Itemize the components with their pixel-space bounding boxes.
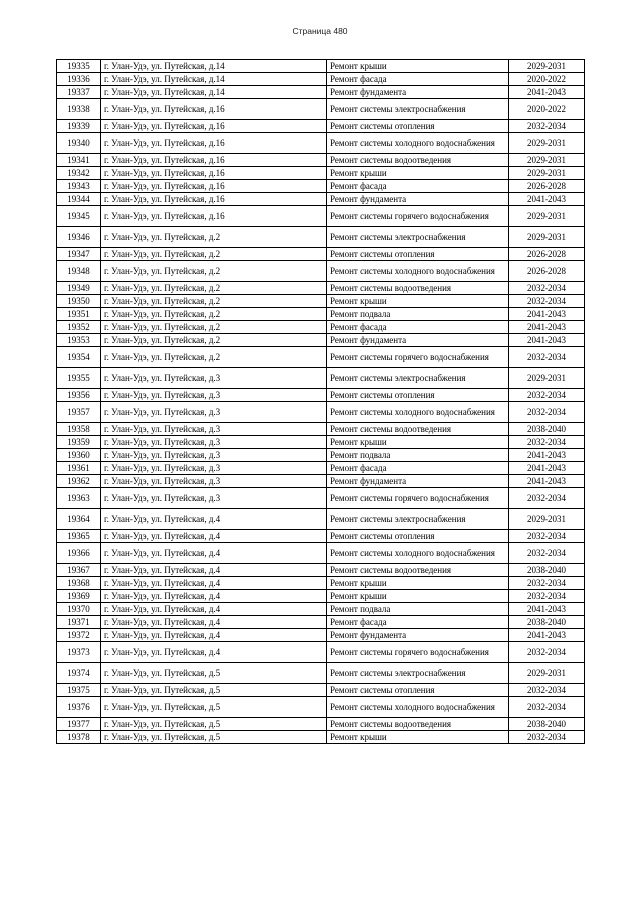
period-cell: 2038-2040 xyxy=(509,564,585,577)
address-cell: г. Улан-Удэ, ул. Путейская, д.5 xyxy=(101,697,327,718)
table-row xyxy=(57,180,585,193)
work-type-cell: Ремонт подвала xyxy=(327,308,509,321)
table-row xyxy=(57,248,585,261)
row-number-cell: 19377 xyxy=(57,718,101,731)
row-number-cell: 19340 xyxy=(57,133,101,154)
row-number-cell: 19372 xyxy=(57,629,101,642)
row-number-cell: 19354 xyxy=(57,347,101,368)
address-cell: г. Улан-Удэ, ул. Путейская, д.16 xyxy=(101,154,327,167)
table-row xyxy=(57,389,585,402)
table-row xyxy=(57,206,585,227)
work-type-cell: Ремонт системы электроснабжения xyxy=(327,509,509,530)
period-cell: 2032-2034 xyxy=(509,436,585,449)
table-row xyxy=(57,295,585,308)
table-row xyxy=(57,642,585,663)
address-cell: г. Улан-Удэ, ул. Путейская, д.4 xyxy=(101,603,327,616)
period-cell: 2038-2040 xyxy=(509,616,585,629)
table-row xyxy=(57,590,585,603)
table-row xyxy=(57,663,585,684)
work-type-cell: Ремонт системы холодного водоснабжения xyxy=(327,133,509,154)
table-row xyxy=(57,436,585,449)
period-cell: 2026-2028 xyxy=(509,261,585,282)
table-row xyxy=(57,261,585,282)
address-cell: г. Улан-Удэ, ул. Путейская, д.4 xyxy=(101,629,327,642)
row-number-cell: 19337 xyxy=(57,86,101,99)
row-number-cell: 19365 xyxy=(57,530,101,543)
address-cell: г. Улан-Удэ, ул. Путейская, д.3 xyxy=(101,436,327,449)
address-cell: г. Улан-Удэ, ул. Путейская, д.2 xyxy=(101,321,327,334)
address-cell: г. Улан-Удэ, ул. Путейская, д.3 xyxy=(101,402,327,423)
row-number-cell: 19359 xyxy=(57,436,101,449)
address-cell: г. Улан-Удэ, ул. Путейская, д.3 xyxy=(101,368,327,389)
work-type-cell: Ремонт подвала xyxy=(327,449,509,462)
work-type-cell: Ремонт системы электроснабжения xyxy=(327,99,509,120)
period-cell: 2038-2040 xyxy=(509,423,585,436)
period-cell: 2026-2028 xyxy=(509,248,585,261)
table-row xyxy=(57,616,585,629)
table-row xyxy=(57,402,585,423)
work-type-cell: Ремонт системы горячего водоснабжения xyxy=(327,488,509,509)
table-row xyxy=(57,475,585,488)
table-row xyxy=(57,86,585,99)
period-cell: 2032-2034 xyxy=(509,684,585,697)
row-number-cell: 19362 xyxy=(57,475,101,488)
row-number-cell: 19341 xyxy=(57,154,101,167)
period-cell: 2032-2034 xyxy=(509,577,585,590)
row-number-cell: 19364 xyxy=(57,509,101,530)
row-number-cell: 19378 xyxy=(57,731,101,744)
row-number-cell: 19345 xyxy=(57,206,101,227)
address-cell: г. Улан-Удэ, ул. Путейская, д.5 xyxy=(101,663,327,684)
table-row xyxy=(57,347,585,368)
table-row xyxy=(57,282,585,295)
table-row xyxy=(57,227,585,248)
table-row xyxy=(57,564,585,577)
row-number-cell: 19368 xyxy=(57,577,101,590)
period-cell: 2032-2034 xyxy=(509,120,585,133)
row-number-cell: 19366 xyxy=(57,543,101,564)
row-number-cell: 19370 xyxy=(57,603,101,616)
period-cell: 2041-2043 xyxy=(509,321,585,334)
row-number-cell: 19351 xyxy=(57,308,101,321)
address-cell: г. Улан-Удэ, ул. Путейская, д.5 xyxy=(101,718,327,731)
work-type-cell: Ремонт системы электроснабжения xyxy=(327,227,509,248)
table-row xyxy=(57,60,585,73)
address-cell: г. Улан-Удэ, ул. Путейская, д.16 xyxy=(101,193,327,206)
work-type-cell: Ремонт системы водоотведения xyxy=(327,154,509,167)
work-type-cell: Ремонт системы холодного водоснабжения xyxy=(327,402,509,423)
address-cell: г. Улан-Удэ, ул. Путейская, д.5 xyxy=(101,684,327,697)
row-number-cell: 19353 xyxy=(57,334,101,347)
address-cell: г. Улан-Удэ, ул. Путейская, д.3 xyxy=(101,488,327,509)
work-type-cell: Ремонт системы водоотведения xyxy=(327,423,509,436)
row-number-cell: 19335 xyxy=(57,60,101,73)
table-row xyxy=(57,120,585,133)
period-cell: 2041-2043 xyxy=(509,629,585,642)
period-cell: 2029-2031 xyxy=(509,154,585,167)
address-cell: г. Улан-Удэ, ул. Путейская, д.2 xyxy=(101,334,327,347)
address-cell: г. Улан-Удэ, ул. Путейская, д.2 xyxy=(101,248,327,261)
address-cell: г. Улан-Удэ, ул. Путейская, д.4 xyxy=(101,577,327,590)
row-number-cell: 19369 xyxy=(57,590,101,603)
row-number-cell: 19375 xyxy=(57,684,101,697)
address-cell: г. Улан-Удэ, ул. Путейская, д.3 xyxy=(101,389,327,402)
period-cell: 2029-2031 xyxy=(509,167,585,180)
address-cell: г. Улан-Удэ, ул. Путейская, д.16 xyxy=(101,120,327,133)
work-type-cell: Ремонт фасада xyxy=(327,321,509,334)
period-cell: 2029-2031 xyxy=(509,368,585,389)
table-row xyxy=(57,684,585,697)
period-cell: 2029-2031 xyxy=(509,663,585,684)
table-row xyxy=(57,462,585,475)
period-cell: 2032-2034 xyxy=(509,731,585,744)
address-cell: г. Улан-Удэ, ул. Путейская, д.3 xyxy=(101,449,327,462)
repair-schedule-table xyxy=(56,59,585,744)
address-cell: г. Улан-Удэ, ул. Путейская, д.14 xyxy=(101,60,327,73)
period-cell: 2038-2040 xyxy=(509,718,585,731)
work-type-cell: Ремонт фасада xyxy=(327,73,509,86)
table-row xyxy=(57,321,585,334)
table-row xyxy=(57,154,585,167)
period-cell: 2032-2034 xyxy=(509,282,585,295)
address-cell: г. Улан-Удэ, ул. Путейская, д.3 xyxy=(101,423,327,436)
period-cell: 2041-2043 xyxy=(509,308,585,321)
row-number-cell: 19360 xyxy=(57,449,101,462)
row-number-cell: 19352 xyxy=(57,321,101,334)
period-cell: 2041-2043 xyxy=(509,462,585,475)
address-cell: г. Улан-Удэ, ул. Путейская, д.2 xyxy=(101,261,327,282)
row-number-cell: 19355 xyxy=(57,368,101,389)
period-cell: 2041-2043 xyxy=(509,475,585,488)
table-row xyxy=(57,718,585,731)
row-number-cell: 19374 xyxy=(57,663,101,684)
address-cell: г. Улан-Удэ, ул. Путейская, д.4 xyxy=(101,616,327,629)
row-number-cell: 19361 xyxy=(57,462,101,475)
row-number-cell: 19344 xyxy=(57,193,101,206)
work-type-cell: Ремонт фундамента xyxy=(327,475,509,488)
row-number-cell: 19356 xyxy=(57,389,101,402)
period-cell: 2032-2034 xyxy=(509,530,585,543)
work-type-cell: Ремонт фасада xyxy=(327,180,509,193)
address-cell: г. Улан-Удэ, ул. Путейская, д.16 xyxy=(101,99,327,120)
period-cell: 2026-2028 xyxy=(509,180,585,193)
work-type-cell: Ремонт системы отопления xyxy=(327,248,509,261)
address-cell: г. Улан-Удэ, ул. Путейская, д.2 xyxy=(101,227,327,248)
table-row xyxy=(57,167,585,180)
address-cell: г. Улан-Удэ, ул. Путейская, д.16 xyxy=(101,133,327,154)
period-cell: 2032-2034 xyxy=(509,590,585,603)
page-number-label: Страница 480 xyxy=(292,26,348,36)
work-type-cell: Ремонт фасада xyxy=(327,462,509,475)
row-number-cell: 19346 xyxy=(57,227,101,248)
row-number-cell: 19338 xyxy=(57,99,101,120)
row-number-cell: 19376 xyxy=(57,697,101,718)
row-number-cell: 19336 xyxy=(57,73,101,86)
work-type-cell: Ремонт системы отопления xyxy=(327,530,509,543)
period-cell: 2029-2031 xyxy=(509,509,585,530)
address-cell: г. Улан-Удэ, ул. Путейская, д.16 xyxy=(101,180,327,193)
work-type-cell: Ремонт системы водоотведения xyxy=(327,282,509,295)
row-number-cell: 19373 xyxy=(57,642,101,663)
work-type-cell: Ремонт фундамента xyxy=(327,86,509,99)
row-number-cell: 19363 xyxy=(57,488,101,509)
table-row xyxy=(57,577,585,590)
work-type-cell: Ремонт фундамента xyxy=(327,629,509,642)
row-number-cell: 19357 xyxy=(57,402,101,423)
period-cell: 2041-2043 xyxy=(509,334,585,347)
period-cell: 2029-2031 xyxy=(509,206,585,227)
table-row xyxy=(57,629,585,642)
work-type-cell: Ремонт системы горячего водоснабжения xyxy=(327,206,509,227)
work-type-cell: Ремонт крыши xyxy=(327,590,509,603)
row-number-cell: 19350 xyxy=(57,295,101,308)
address-cell: г. Улан-Удэ, ул. Путейская, д.4 xyxy=(101,590,327,603)
period-cell: 2032-2034 xyxy=(509,402,585,423)
work-type-cell: Ремонт системы холодного водоснабжения xyxy=(327,261,509,282)
address-cell: г. Улан-Удэ, ул. Путейская, д.16 xyxy=(101,167,327,180)
row-number-cell: 19371 xyxy=(57,616,101,629)
address-cell: г. Улан-Удэ, ул. Путейская, д.5 xyxy=(101,731,327,744)
work-type-cell: Ремонт системы отопления xyxy=(327,684,509,697)
table-row xyxy=(57,133,585,154)
work-type-cell: Ремонт системы отопления xyxy=(327,389,509,402)
period-cell: 2032-2034 xyxy=(509,389,585,402)
period-cell: 2032-2034 xyxy=(509,642,585,663)
period-cell: 2032-2034 xyxy=(509,543,585,564)
period-cell: 2020-2022 xyxy=(509,73,585,86)
address-cell: г. Улан-Удэ, ул. Путейская, д.2 xyxy=(101,282,327,295)
address-cell: г. Улан-Удэ, ул. Путейская, д.4 xyxy=(101,530,327,543)
period-cell: 2020-2022 xyxy=(509,99,585,120)
address-cell: г. Улан-Удэ, ул. Путейская, д.4 xyxy=(101,564,327,577)
row-number-cell: 19367 xyxy=(57,564,101,577)
table-row xyxy=(57,603,585,616)
table-row xyxy=(57,530,585,543)
work-type-cell: Ремонт подвала xyxy=(327,603,509,616)
period-cell: 2032-2034 xyxy=(509,295,585,308)
work-type-cell: Ремонт системы водоотведения xyxy=(327,718,509,731)
work-type-cell: Ремонт системы отопления xyxy=(327,120,509,133)
table-row xyxy=(57,697,585,718)
row-number-cell: 19342 xyxy=(57,167,101,180)
row-number-cell: 19358 xyxy=(57,423,101,436)
work-type-cell: Ремонт крыши xyxy=(327,295,509,308)
period-cell: 2029-2031 xyxy=(509,133,585,154)
table-row xyxy=(57,423,585,436)
table-row xyxy=(57,99,585,120)
address-cell: г. Улан-Удэ, ул. Путейская, д.4 xyxy=(101,642,327,663)
row-number-cell: 19347 xyxy=(57,248,101,261)
address-cell: г. Улан-Удэ, ул. Путейская, д.2 xyxy=(101,347,327,368)
period-cell: 2041-2043 xyxy=(509,449,585,462)
row-number-cell: 19343 xyxy=(57,180,101,193)
table-row xyxy=(57,449,585,462)
work-type-cell: Ремонт фундамента xyxy=(327,193,509,206)
period-cell: 2041-2043 xyxy=(509,603,585,616)
period-cell: 2041-2043 xyxy=(509,86,585,99)
work-type-cell: Ремонт системы электроснабжения xyxy=(327,663,509,684)
work-type-cell: Ремонт крыши xyxy=(327,731,509,744)
table-row xyxy=(57,193,585,206)
row-number-cell: 19348 xyxy=(57,261,101,282)
row-number-cell: 19339 xyxy=(57,120,101,133)
work-type-cell: Ремонт системы холодного водоснабжения xyxy=(327,543,509,564)
address-cell: г. Улан-Удэ, ул. Путейская, д.4 xyxy=(101,543,327,564)
table-row xyxy=(57,308,585,321)
period-cell: 2032-2034 xyxy=(509,488,585,509)
period-cell: 2032-2034 xyxy=(509,697,585,718)
address-cell: г. Улан-Удэ, ул. Путейская, д.14 xyxy=(101,73,327,86)
period-cell: 2029-2031 xyxy=(509,227,585,248)
table-row xyxy=(57,488,585,509)
repair-schedule-body xyxy=(57,60,585,744)
work-type-cell: Ремонт системы горячего водоснабжения xyxy=(327,347,509,368)
table-row xyxy=(57,73,585,86)
work-type-cell: Ремонт крыши xyxy=(327,60,509,73)
address-cell: г. Улан-Удэ, ул. Путейская, д.4 xyxy=(101,509,327,530)
address-cell: г. Улан-Удэ, ул. Путейская, д.16 xyxy=(101,206,327,227)
work-type-cell: Ремонт системы холодного водоснабжения xyxy=(327,697,509,718)
address-cell: г. Улан-Удэ, ул. Путейская, д.2 xyxy=(101,295,327,308)
period-cell: 2041-2043 xyxy=(509,193,585,206)
row-number-cell: 19349 xyxy=(57,282,101,295)
work-type-cell: Ремонт крыши xyxy=(327,167,509,180)
work-type-cell: Ремонт системы электроснабжения xyxy=(327,368,509,389)
table-row xyxy=(57,334,585,347)
address-cell: г. Улан-Удэ, ул. Путейская, д.3 xyxy=(101,475,327,488)
work-type-cell: Ремонт крыши xyxy=(327,577,509,590)
address-cell: г. Улан-Удэ, ул. Путейская, д.2 xyxy=(101,308,327,321)
address-cell: г. Улан-Удэ, ул. Путейская, д.14 xyxy=(101,86,327,99)
table-row xyxy=(57,368,585,389)
work-type-cell: Ремонт фундамента xyxy=(327,334,509,347)
work-type-cell: Ремонт фасада xyxy=(327,616,509,629)
work-type-cell: Ремонт системы горячего водоснабжения xyxy=(327,642,509,663)
table-row xyxy=(57,731,585,744)
table-row xyxy=(57,543,585,564)
work-type-cell: Ремонт системы водоотведения xyxy=(327,564,509,577)
period-cell: 2032-2034 xyxy=(509,347,585,368)
work-type-cell: Ремонт крыши xyxy=(327,436,509,449)
address-cell: г. Улан-Удэ, ул. Путейская, д.3 xyxy=(101,462,327,475)
table-row xyxy=(57,509,585,530)
period-cell: 2029-2031 xyxy=(509,60,585,73)
